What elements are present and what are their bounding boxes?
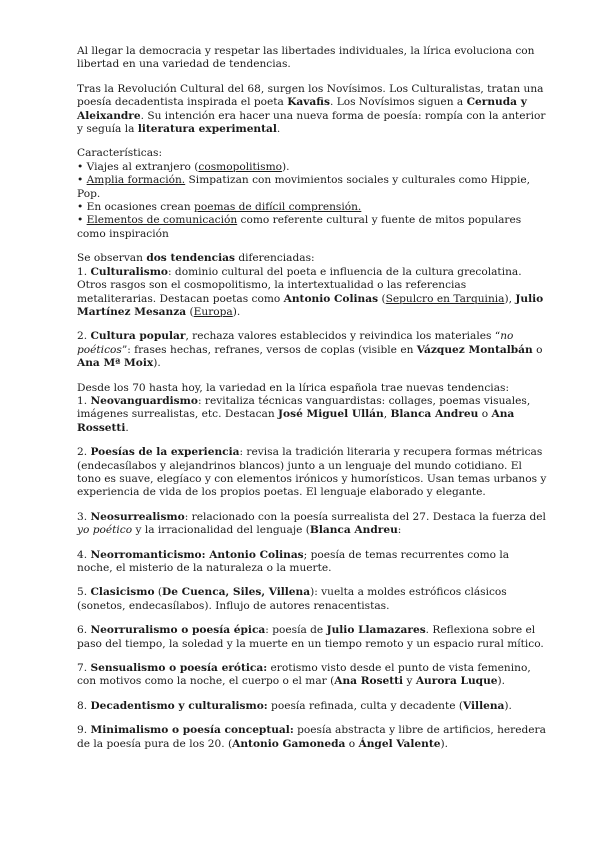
text-run: : relacionado con la poesía surrealista del 27. Destaca la fuerza del bbox=[184, 510, 546, 523]
item-number: 3. bbox=[77, 510, 91, 523]
underline-cosmopolitismo: cosmopolitismo bbox=[198, 160, 283, 173]
neorruralismo-item bbox=[77, 624, 548, 651]
caracteristicas-title: Características: bbox=[77, 147, 163, 160]
text-run: . Los Novísimos siguen a bbox=[329, 96, 467, 109]
minimalismo-item bbox=[77, 724, 548, 751]
bold-cernuda-aleixandre: Cernuda y Aleixandre bbox=[77, 96, 527, 122]
list-item bbox=[77, 201, 548, 214]
tendencias-section bbox=[77, 252, 548, 319]
text-run: ( bbox=[378, 292, 386, 305]
text-run: Se observan bbox=[77, 252, 147, 265]
text-run: y bbox=[403, 675, 416, 688]
list-item bbox=[77, 161, 548, 174]
text-run: o bbox=[345, 737, 359, 750]
text-run: ). bbox=[232, 305, 241, 318]
text-run: , bbox=[383, 408, 391, 421]
text-run: Simpatizan con movimientos sociales y culturales como Hippie, Pop. bbox=[77, 174, 530, 200]
text-run: ( bbox=[186, 305, 194, 318]
bold-ana-rossetti: Ana Rossetti bbox=[77, 408, 515, 434]
bold-gamoneda: Antonio Gamoneda bbox=[232, 737, 346, 750]
bold-decadentismo: Decadentismo y culturalismo: bbox=[90, 699, 268, 712]
bold-minimalismo: Minimalismo o poesía conceptual: bbox=[90, 724, 294, 737]
text-run: ). bbox=[504, 699, 512, 712]
underline-elementos-comunicacion: Elementos de comunicación bbox=[86, 214, 238, 227]
text-run: diferenciadas: bbox=[234, 252, 315, 265]
text-run: : dominio cultural del poeta e influencia de la cultura grecolatina. Otros rasgos son el cosmopolitismo, la intertextualidad o las referencias metaliterarias. Destacan poetas como bbox=[77, 265, 522, 305]
item-number: 2. bbox=[77, 330, 91, 343]
text-run: ): vuelta a moldes estróficos clásicos (sonetos, endecasílabos). Influjo de autores renacentistas. bbox=[77, 586, 507, 612]
bold-angel-valente: Ángel Valente bbox=[358, 737, 441, 750]
bold-neorruralismo: Neorruralismo o poesía épica bbox=[90, 624, 266, 637]
bold-vazquez-montalban: Vázquez Montalbán bbox=[416, 343, 533, 356]
clasicismo-item bbox=[77, 586, 548, 613]
text-run: . Su intención era hacer una nueva forma de poesía: rompía con la anterior y seguía la bbox=[77, 109, 546, 136]
bold-dos-tendencias: dos tendencias bbox=[146, 252, 235, 265]
italic-no-poeticos: no poéticos bbox=[77, 330, 514, 356]
bold-clasicismo: Clasicismo bbox=[90, 586, 155, 599]
bold-villena: Villena bbox=[463, 699, 505, 712]
text-run: como referente cultural y fuente de mitos populares como inspiración bbox=[77, 214, 522, 240]
text-run: ( bbox=[154, 586, 163, 599]
underline-europa: Europa bbox=[193, 305, 233, 318]
item-number: 1. bbox=[77, 394, 91, 407]
text-run: ”: frases hechas, refranes, versos de coplas (visible en bbox=[121, 343, 417, 356]
bold-aurora-luque: Aurora Luque bbox=[415, 675, 498, 688]
cultura-popular-item bbox=[77, 330, 548, 370]
sensualismo-item bbox=[77, 662, 548, 689]
decadentismo-item bbox=[77, 700, 548, 713]
underline-poemas-dificil: poemas de difícil comprensión. bbox=[194, 201, 362, 214]
culturalismo-item bbox=[77, 266, 548, 320]
text-run: ), bbox=[504, 292, 516, 305]
text-run: ). bbox=[497, 675, 506, 688]
bold-neorromanticismo: Neorromanticismo: Antonio Colinas bbox=[90, 548, 304, 561]
bold-kavafis: Kavafis bbox=[287, 96, 330, 109]
text-run: ). bbox=[153, 357, 161, 370]
item-number: 1. bbox=[77, 265, 91, 278]
intro-paragraph: Al llegar la democracia y respetar las libertades individuales, la lírica evoluciona con libertad en una variedad de tendencias. bbox=[77, 45, 535, 71]
item-number: 5. bbox=[77, 586, 91, 599]
bold-ana-moix: Ana Mª Moix bbox=[77, 357, 154, 370]
bullet: • bbox=[77, 214, 87, 227]
text-run: ). bbox=[440, 737, 449, 750]
text-run: : revisa la tradición literaria y recupera formas métricas (endecasílabos y alejandrinos blancos) junto a un lenguaje del mundo cotidiano. El tono es suave, elegíaco y con elementos irónicos y humorísticos. Usan temas urbanos y experiencia de vida de los propios poetas. El lenguaje elaborado y elegante. bbox=[77, 446, 547, 499]
text-run: erotismo visto desde el punto de vista femenino, con motivos como la noche, el cuerpo o el mar ( bbox=[77, 662, 531, 688]
bold-ana-rosetti: Ana Rosetti bbox=[334, 675, 404, 688]
text-run: . Reflexiona sobre el paso del tiempo, la soledad y la muerte en un tiempo remoto y un espacio rural mítico. bbox=[77, 624, 544, 650]
bold-blanca-andreu: Blanca Andreu bbox=[390, 408, 479, 421]
text-run: : revitaliza técnicas vanguardistas: collages, poemas visuales, imágenes surrealistas, etc. Destacan bbox=[77, 394, 531, 421]
underline-amplia-formacion: Amplia formación. bbox=[86, 174, 186, 187]
novisimos-paragraph bbox=[77, 83, 548, 137]
item-number: 6. bbox=[77, 624, 91, 637]
bold-de-cuenca-siles-villena: De Cuenca, Siles, Villena bbox=[162, 586, 311, 599]
item-number: 2. bbox=[77, 446, 91, 459]
text-run: ; poesía de temas recurrentes como la noche, el misterio de la naturaleza o la muerte. bbox=[77, 548, 510, 574]
text-run: • Viajes al extranjero ( bbox=[77, 160, 199, 173]
text-run: . bbox=[276, 123, 281, 136]
bullet: • bbox=[77, 174, 87, 187]
item-number: 4. bbox=[77, 548, 91, 561]
bold-ullan: José Miguel Ullán bbox=[278, 408, 384, 421]
bold-neovanguardismo: Neovanguardismo bbox=[90, 394, 198, 407]
tendencias-intro bbox=[77, 252, 548, 265]
list-item bbox=[77, 214, 548, 241]
neosurrealismo-item bbox=[77, 511, 548, 538]
text-run: • En ocasiones crean bbox=[77, 201, 195, 214]
text-run: o bbox=[478, 408, 492, 421]
item-number: 8. bbox=[77, 699, 91, 712]
text-run: ). bbox=[282, 160, 290, 173]
bold-blanca-andreu: Blanca Andreu bbox=[309, 524, 398, 537]
bold-cultura-popular: Cultura popular bbox=[90, 330, 186, 343]
text-run: . bbox=[125, 421, 129, 434]
underline-sepulcro: Sepulcro en Tarquinia bbox=[385, 292, 505, 305]
bold-mesanza: Julio Martínez Mesanza bbox=[77, 292, 544, 318]
text-run: Tras la Revolución Cultural del 68, surgen los Novísimos. Los Culturalistas, tratan una poesía decadentista inspirada el poeta bbox=[77, 82, 544, 109]
bold-culturalismo: Culturalismo bbox=[90, 265, 168, 278]
nuevas-tendencias-section bbox=[77, 382, 548, 436]
text-run: poesía refinada, culta y decadente ( bbox=[267, 699, 463, 712]
bold-sensualismo: Sensualismo o poesía erótica: bbox=[90, 662, 268, 675]
text-run: poesía abstracta y libre de artificios, heredera de la poesía pura de los 20. ( bbox=[77, 724, 546, 750]
italic-yo-poetico: yo poético bbox=[77, 524, 133, 537]
caracteristicas-section bbox=[77, 147, 548, 241]
bold-llamazares: Julio Llamazares bbox=[326, 624, 426, 637]
bold-literatura-experimental: literatura experimental bbox=[137, 123, 277, 136]
text-run: : bbox=[397, 524, 402, 537]
neovanguardismo-item bbox=[77, 395, 548, 435]
list-item bbox=[77, 174, 548, 201]
nuevas-tendencias-intro: Desde los 70 hasta hoy, la variedad en la lírica española trae nuevas tendencias: bbox=[77, 381, 510, 394]
text-run: y la irracionalidad del lenguaje ( bbox=[132, 524, 310, 537]
bold-poesias-experiencia: Poesías de la experiencia bbox=[90, 446, 240, 459]
neorromanticismo-item bbox=[77, 549, 548, 576]
text-run: o bbox=[532, 343, 543, 356]
item-number: 7. bbox=[77, 662, 91, 675]
text-run: , rechaza valores establecidos y reivindica los materiales “ bbox=[185, 330, 501, 343]
item-number: 9. bbox=[77, 724, 91, 737]
bold-neosurrealismo: Neosurrealismo bbox=[90, 510, 185, 523]
bold-antonio-colinas: Antonio Colinas bbox=[283, 292, 379, 305]
text-run: : poesía de bbox=[265, 624, 327, 637]
experiencia-item bbox=[77, 446, 548, 500]
